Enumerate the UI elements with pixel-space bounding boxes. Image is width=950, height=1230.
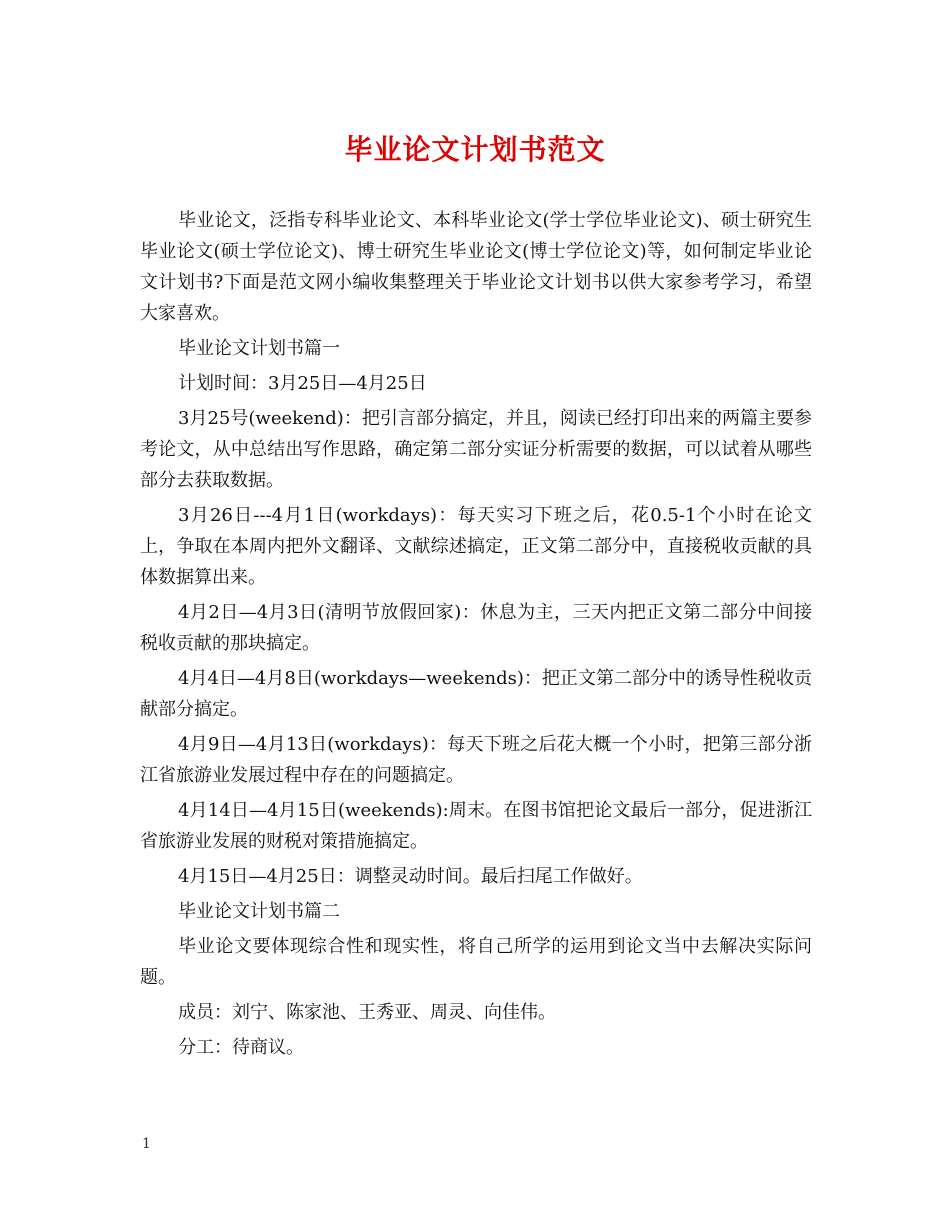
page-number: 1 — [142, 1136, 151, 1152]
schedule-item: 4月2日—4月3日(清明节放假回家)：休息为主，三天内把正文第二部分中间接税收贡献的那块搞定。 — [140, 602, 812, 654]
schedule-item: 3月26日---4月1日(workdays)：每天实习下班之后，花0.5-1个小时在论文上，争取在本周内把外文翻译、文献综述搞定，正文第二部分中，直接税收贡献的具体数据算出来。 — [140, 505, 812, 588]
body-paragraph: 毕业论文要体现综合性和现实性，将自己所学的运用到论文当中去解决实际问题。 — [140, 936, 812, 988]
division-line: 分工：待商议。 — [178, 1037, 304, 1058]
schedule-item: 3月25号(weekend)：把引言部分搞定，并且，阅读已经打印出来的两篇主要参考论文，从中总结出写作思路，确定第二部分实证分析需要的数据，可以试着从哪些部分去获取数据。 — [140, 408, 812, 491]
document-body — [140, 205, 812, 1067]
document-title: 毕业论文计划书范文 — [344, 133, 606, 166]
intro-paragraph: 毕业论文，泛指专科毕业论文、本科毕业论文(学士学位毕业论文)、硕士研究生毕业论文(硕士学位论文)、博士研究生毕业论文(博士学位论文)等，如何制定毕业论文计划书?下面是范文网小编收集整理关于毕业论文计划书以供大家参考学习，希望大家喜欢。 — [140, 210, 812, 324]
schedule-item: 4月9日—4月13日(workdays)：每天下班之后花大概一个小时，把第三部分浙江省旅游业发展过程中存在的问题搞定。 — [140, 734, 812, 786]
schedule-item: 4月15日—4月25日：调整灵动时间。最后扫尾工作做好。 — [178, 866, 643, 887]
section-heading-two: 毕业论文计划书篇二 — [178, 901, 340, 922]
schedule-item: 4月4日—4月8日(workdays—weekends)：把正文第二部分中的诱导性税收贡献部分搞定。 — [140, 668, 812, 720]
section-heading-one: 毕业论文计划书篇一 — [178, 338, 340, 359]
plan-period: 计划时间：3月25日—4月25日 — [178, 373, 427, 394]
members-line: 成员：刘宁、陈家池、王秀亚、周灵、向佳伟。 — [178, 1002, 556, 1023]
schedule-item: 4月14日—4月15日(weekends):周末。在图书馆把论文最后一部分，促进浙江省旅游业发展的财税对策措施搞定。 — [140, 800, 812, 852]
